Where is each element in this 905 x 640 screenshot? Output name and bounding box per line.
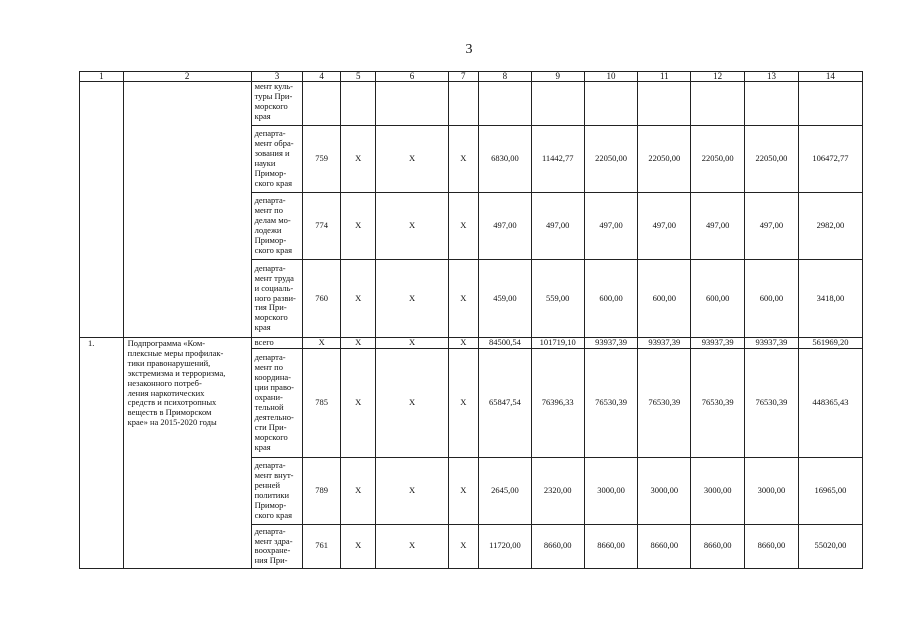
- column-number: 11: [638, 72, 691, 82]
- amount-cell: 459,00: [479, 260, 532, 338]
- amount-cell: [531, 82, 584, 126]
- amount-cell: 76530,39: [691, 348, 745, 457]
- amount-cell: 2320,00: [531, 457, 584, 524]
- amount-cell: 497,00: [479, 193, 532, 260]
- amount-cell: 2645,00: [479, 457, 532, 524]
- value-cell: X: [376, 126, 448, 193]
- amount-cell: 3000,00: [638, 457, 691, 524]
- code-cell: [303, 82, 341, 126]
- amount-cell: 84500,54: [479, 338, 532, 349]
- amount-cell: 497,00: [691, 193, 745, 260]
- code-cell: 774: [303, 193, 341, 260]
- recipient-cell: департа- мент внут- ренней политики Примор- ского края: [251, 457, 303, 524]
- amount-cell: 600,00: [638, 260, 691, 338]
- value-cell: X: [376, 457, 448, 524]
- recipient-cell: мент куль- туры При- морского края: [251, 82, 303, 126]
- column-number: 2: [123, 72, 251, 82]
- code-cell: X: [303, 338, 341, 349]
- prev-index-cell: [80, 82, 124, 338]
- amount-cell: 600,00: [584, 260, 638, 338]
- code-cell: 760: [303, 260, 341, 338]
- amount-cell: 93937,39: [584, 338, 638, 349]
- amount-cell: 8660,00: [584, 524, 638, 568]
- amount-cell: 11720,00: [479, 524, 532, 568]
- total-cell: 448365,43: [798, 348, 862, 457]
- value-cell: X: [448, 260, 478, 338]
- amount-cell: 93937,39: [638, 338, 691, 349]
- amount-cell: 101719,10: [531, 338, 584, 349]
- amount-cell: 8660,00: [531, 524, 584, 568]
- table-row-total: [80, 338, 863, 349]
- recipient-cell: департа- мент здра- воохране- ния При-: [251, 524, 303, 568]
- column-number: 14: [798, 72, 862, 82]
- amount-cell: 76530,39: [638, 348, 691, 457]
- amount-cell: [479, 82, 532, 126]
- program-name: Подпрограмма «Ком- плексные меры профилак- тики правонарушений, экстремизма и терроризма, незаконного потреб- ления наркотических средств и психотропных веществ в Приморском крае» на 2015-2020 годы: [123, 338, 251, 569]
- amount-cell: 22050,00: [584, 126, 638, 193]
- value-cell: X: [376, 193, 448, 260]
- amount-cell: 559,00: [531, 260, 584, 338]
- program-index: 1.: [80, 338, 124, 569]
- recipient-cell: департа- мент обра- зования и науки Примор- ского края: [251, 126, 303, 193]
- total-cell: 561969,20: [798, 338, 862, 349]
- amount-cell: 22050,00: [745, 126, 799, 193]
- amount-cell: 497,00: [531, 193, 584, 260]
- column-number-row: [80, 72, 863, 82]
- amount-cell: 93937,39: [691, 338, 745, 349]
- amount-cell: 76396,33: [531, 348, 584, 457]
- value-cell: X: [340, 260, 376, 338]
- value-cell: X: [376, 338, 448, 349]
- value-cell: X: [448, 338, 478, 349]
- budget-table: [79, 71, 863, 569]
- column-number: 3: [251, 72, 303, 82]
- total-cell: 55020,00: [798, 524, 862, 568]
- amount-cell: 497,00: [584, 193, 638, 260]
- column-number: 1: [80, 72, 124, 82]
- amount-cell: 8660,00: [638, 524, 691, 568]
- value-cell: X: [448, 126, 478, 193]
- code-cell: 759: [303, 126, 341, 193]
- amount-cell: 3000,00: [584, 457, 638, 524]
- amount-cell: 76530,39: [584, 348, 638, 457]
- amount-cell: [691, 82, 745, 126]
- amount-cell: 8660,00: [745, 524, 799, 568]
- recipient-cell: департа- мент по делам мо- лодежи Примор- ского края: [251, 193, 303, 260]
- value-cell: X: [340, 524, 376, 568]
- value-cell: [448, 82, 478, 126]
- column-number: 13: [745, 72, 799, 82]
- amount-cell: 93937,39: [745, 338, 799, 349]
- column-number: 8: [479, 72, 532, 82]
- column-number: 6: [376, 72, 448, 82]
- page-number: 3: [465, 42, 473, 57]
- amount-cell: 22050,00: [638, 126, 691, 193]
- value-cell: X: [448, 348, 478, 457]
- total-cell: 106472,77: [798, 126, 862, 193]
- value-cell: X: [448, 457, 478, 524]
- value-cell: X: [340, 457, 376, 524]
- value-cell: X: [340, 348, 376, 457]
- column-number: 7: [448, 72, 478, 82]
- column-number: 9: [531, 72, 584, 82]
- code-cell: 761: [303, 524, 341, 568]
- table-row: [80, 82, 863, 126]
- total-cell: 16965,00: [798, 457, 862, 524]
- amount-cell: 600,00: [745, 260, 799, 338]
- code-cell: 785: [303, 348, 341, 457]
- amount-cell: 497,00: [745, 193, 799, 260]
- value-cell: X: [448, 524, 478, 568]
- value-cell: X: [376, 348, 448, 457]
- recipient-cell: всего: [251, 338, 303, 349]
- amount-cell: 497,00: [638, 193, 691, 260]
- amount-cell: 76530,39: [745, 348, 799, 457]
- column-number: 10: [584, 72, 638, 82]
- recipient-cell: департа- мент труда и социаль- ного разви- тия При- морского края: [251, 260, 303, 338]
- value-cell: [376, 82, 448, 126]
- total-cell: 2982,00: [798, 193, 862, 260]
- recipient-cell: департа- мент по координа- ции право- охрани- тельной деятельно- сти При- морского края: [251, 348, 303, 457]
- amount-cell: 3000,00: [745, 457, 799, 524]
- amount-cell: 8660,00: [691, 524, 745, 568]
- amount-cell: [638, 82, 691, 126]
- value-cell: [340, 82, 376, 126]
- value-cell: X: [340, 193, 376, 260]
- amount-cell: 11442,77: [531, 126, 584, 193]
- value-cell: X: [448, 193, 478, 260]
- amount-cell: 6830,00: [479, 126, 532, 193]
- total-cell: 3418,00: [798, 260, 862, 338]
- value-cell: X: [376, 260, 448, 338]
- prev-name-cell: [123, 82, 251, 338]
- amount-cell: [745, 82, 799, 126]
- value-cell: X: [376, 524, 448, 568]
- amount-cell: 600,00: [691, 260, 745, 338]
- column-number: 12: [691, 72, 745, 82]
- amount-cell: 22050,00: [691, 126, 745, 193]
- total-cell: [798, 82, 862, 126]
- amount-cell: 3000,00: [691, 457, 745, 524]
- amount-cell: [584, 82, 638, 126]
- code-cell: 789: [303, 457, 341, 524]
- column-number: 5: [340, 72, 376, 82]
- value-cell: X: [340, 126, 376, 193]
- column-number: 4: [303, 72, 341, 82]
- value-cell: X: [340, 338, 376, 349]
- amount-cell: 65847,54: [479, 348, 532, 457]
